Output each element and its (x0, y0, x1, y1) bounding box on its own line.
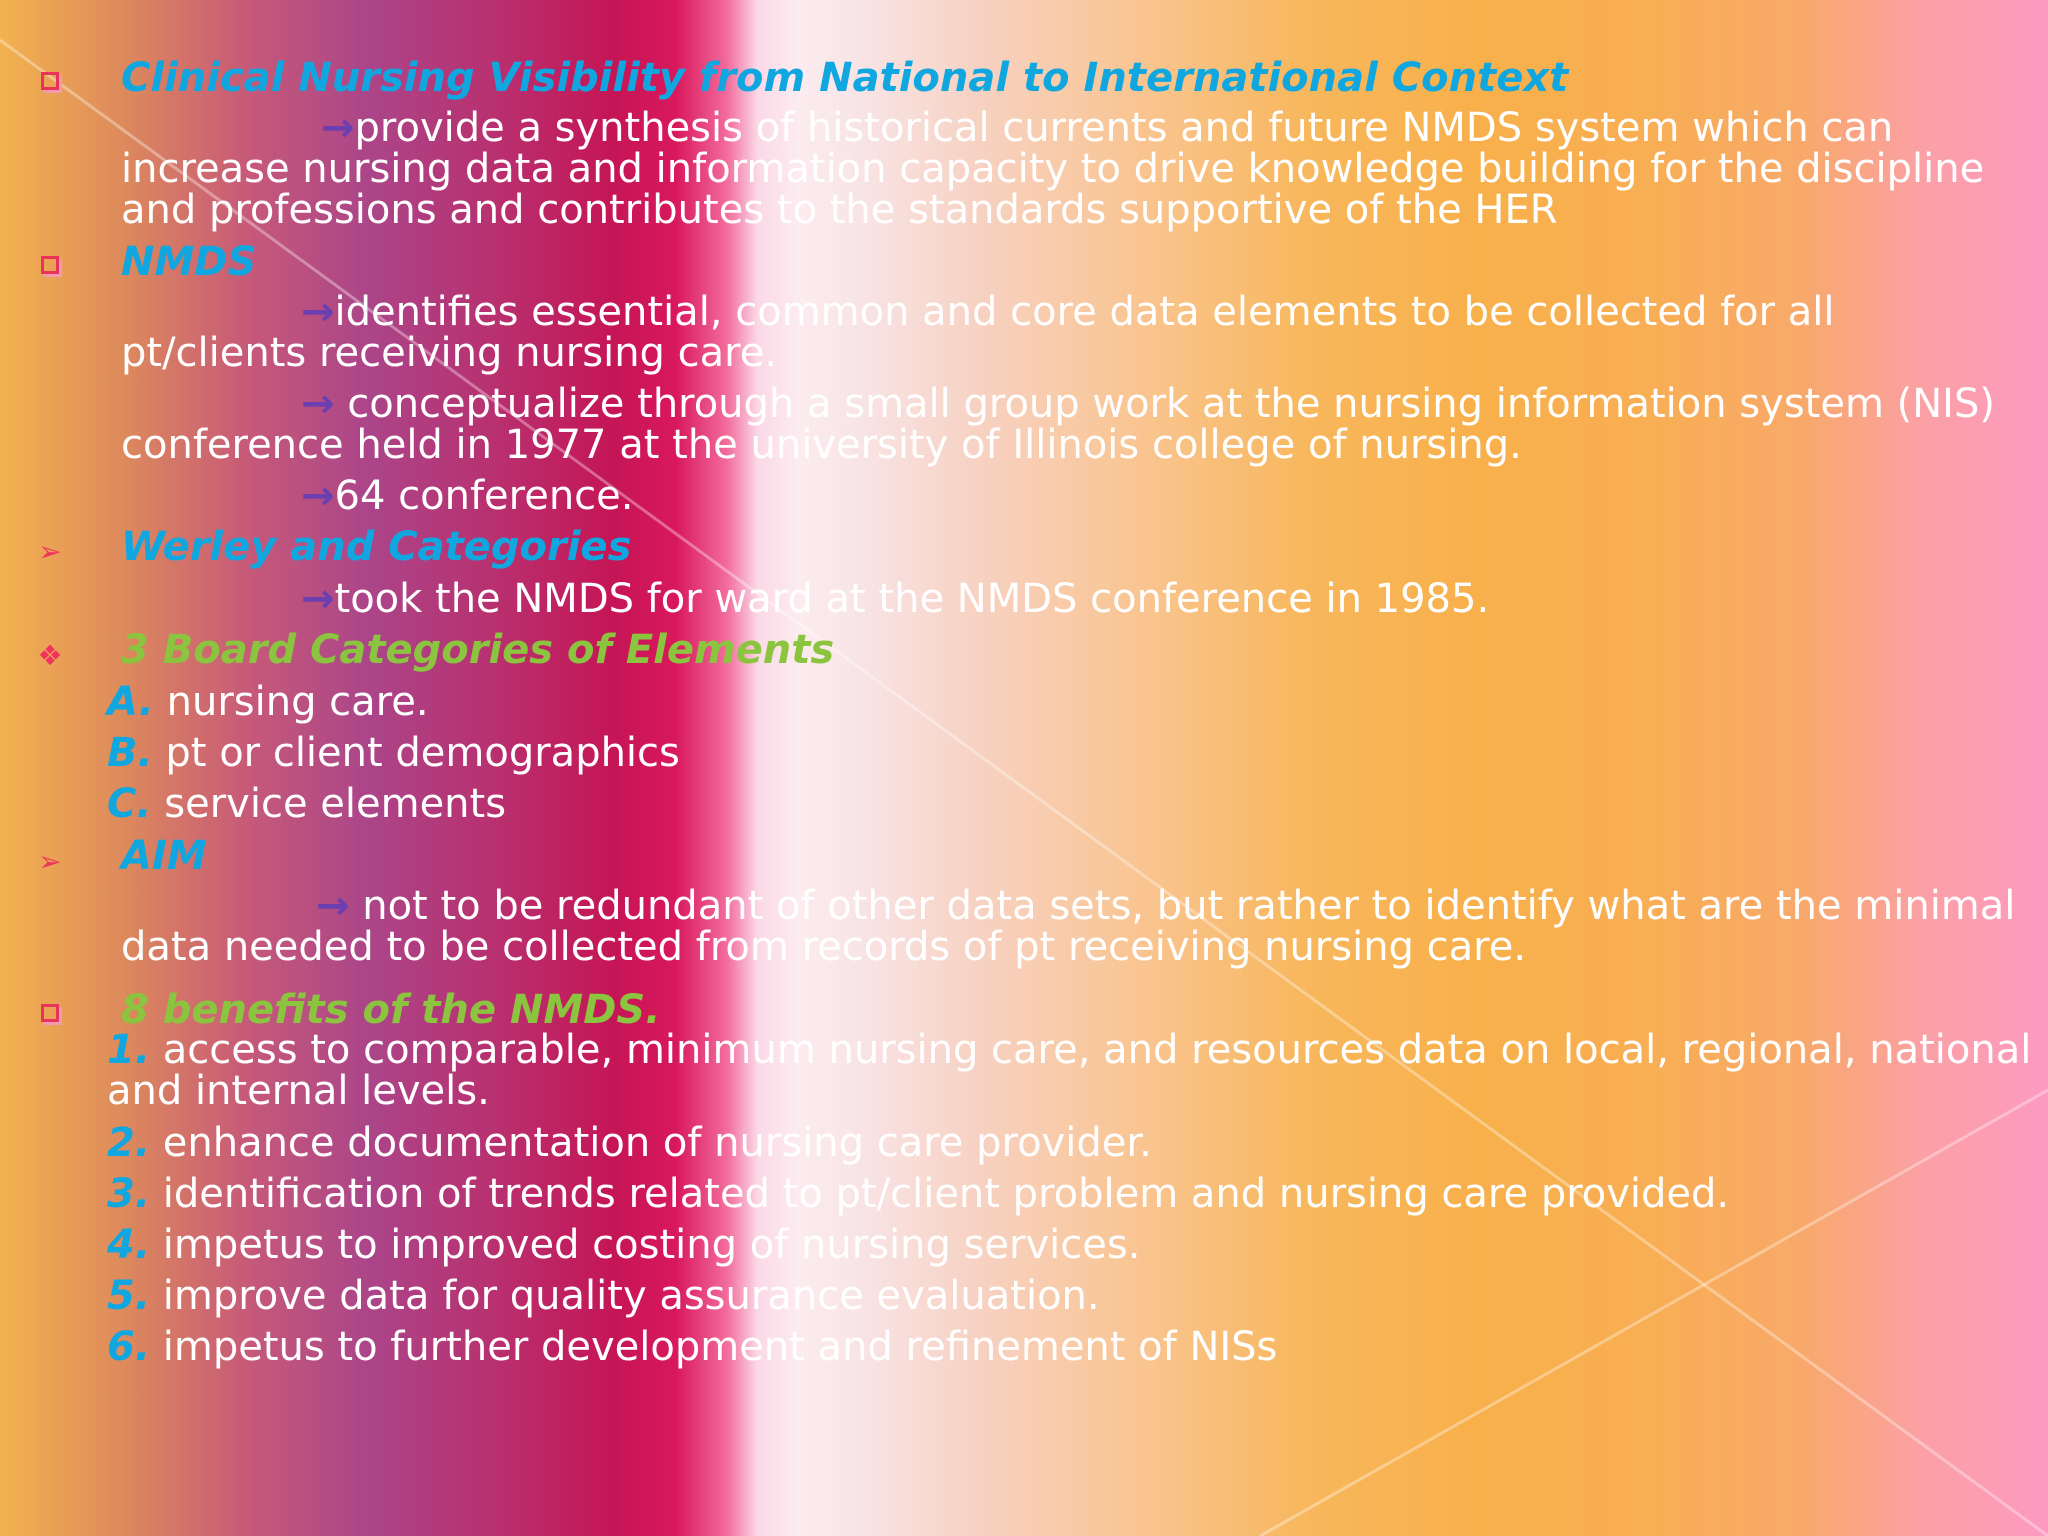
benefit-item (107, 1120, 1152, 1166)
benefit-item (107, 1171, 1730, 1217)
clinical-text: provide a synthesis of historical currents and future NMDS system which can increase nursing data and information capacity to drive knowledge building for the discipline and professions and contributes to the standards supportive of the HER (121, 105, 1985, 233)
benefit-marker: 6. (107, 1324, 151, 1370)
benefit-text: enhance documentation of nursing care provider. (162, 1120, 1152, 1166)
section-title-werley: Werley and Categories (121, 524, 632, 570)
section-title-benefits: 8 benefits of the NMDS. (121, 987, 661, 1033)
benefit-marker: 1. (107, 1027, 151, 1073)
arrow-icon: → (301, 576, 335, 622)
arrow-icon: → (301, 289, 335, 335)
arrow-icon: → (321, 105, 355, 151)
category-item (107, 679, 429, 725)
nmds-point-3-text: 64 conference. (334, 473, 634, 519)
section-title-clinical: Clinical Nursing Visibility from National to International Context (121, 55, 1569, 101)
category-marker: B. (107, 730, 153, 776)
benefit-item (107, 1222, 1141, 1268)
section-title-categories: 3 Board Categories of Elements (121, 627, 835, 673)
benefit-text: impetus to further development and refinement of NISs (162, 1324, 1278, 1370)
benefit-text: identification of trends related to pt/client problem and nursing care provided. (162, 1171, 1730, 1217)
category-marker: A. (107, 679, 154, 725)
benefit-marker: 2. (107, 1120, 151, 1166)
triangle-bullet-icon: ➢ (38, 535, 62, 568)
nmds-point-2 (121, 381, 2031, 468)
benefit-marker: 5. (107, 1273, 151, 1319)
box-bullet-icon (34, 60, 66, 101)
benefit-item (107, 1027, 2032, 1114)
box-bullet-icon (34, 244, 66, 285)
section-title-nmds: NMDS (121, 239, 257, 285)
category-text: nursing care. (166, 679, 429, 725)
category-text: service elements (164, 781, 507, 827)
benefit-text: improve data for quality assurance evaluation. (162, 1273, 1100, 1319)
nmds-point-1 (121, 289, 2031, 376)
werley-paragraph (121, 576, 2031, 622)
benefit-item (107, 1273, 1100, 1319)
triangle-bullet-icon: ➢ (38, 845, 62, 878)
category-text: pt or client demographics (165, 730, 680, 776)
aim-paragraph (121, 883, 2031, 970)
aim-text: not to be redundant of other data sets, but rather to identify what are the minimal data needed to be collected from records of pt receiving nursing care. (121, 883, 2016, 970)
category-item (107, 730, 680, 776)
section-title-aim: AIM (121, 833, 207, 879)
nmds-point-2-text: conceptualize through a small group work at the nursing information system (NIS) conference held in 1977 at the university of Illinois college of nursing. (121, 381, 1995, 468)
arrow-icon: → (316, 883, 350, 929)
arrow-icon: → (301, 381, 335, 427)
benefit-text: access to comparable, minimum nursing care, and resources data on local, regional, national and internal levels. (107, 1027, 2032, 1114)
nmds-point-1-text: identifies essential, common and core data elements to be collected for all pt/clients receiving nursing care. (121, 289, 1835, 376)
clinical-paragraph (121, 105, 2031, 233)
arrow-icon: → (301, 473, 335, 519)
werley-text: took the NMDS for ward at the NMDS conference in 1985. (334, 576, 1490, 622)
box-bullet-icon (34, 992, 66, 1033)
benefit-marker: 4. (107, 1222, 151, 1268)
nmds-point-3 (121, 473, 2031, 519)
category-item (107, 781, 507, 827)
category-marker: C. (107, 781, 152, 827)
diamond-bullet-icon: ❖ (37, 639, 63, 672)
benefit-item (107, 1324, 1278, 1370)
benefit-text: impetus to improved costing of nursing services. (162, 1222, 1141, 1268)
benefit-marker: 3. (107, 1171, 151, 1217)
